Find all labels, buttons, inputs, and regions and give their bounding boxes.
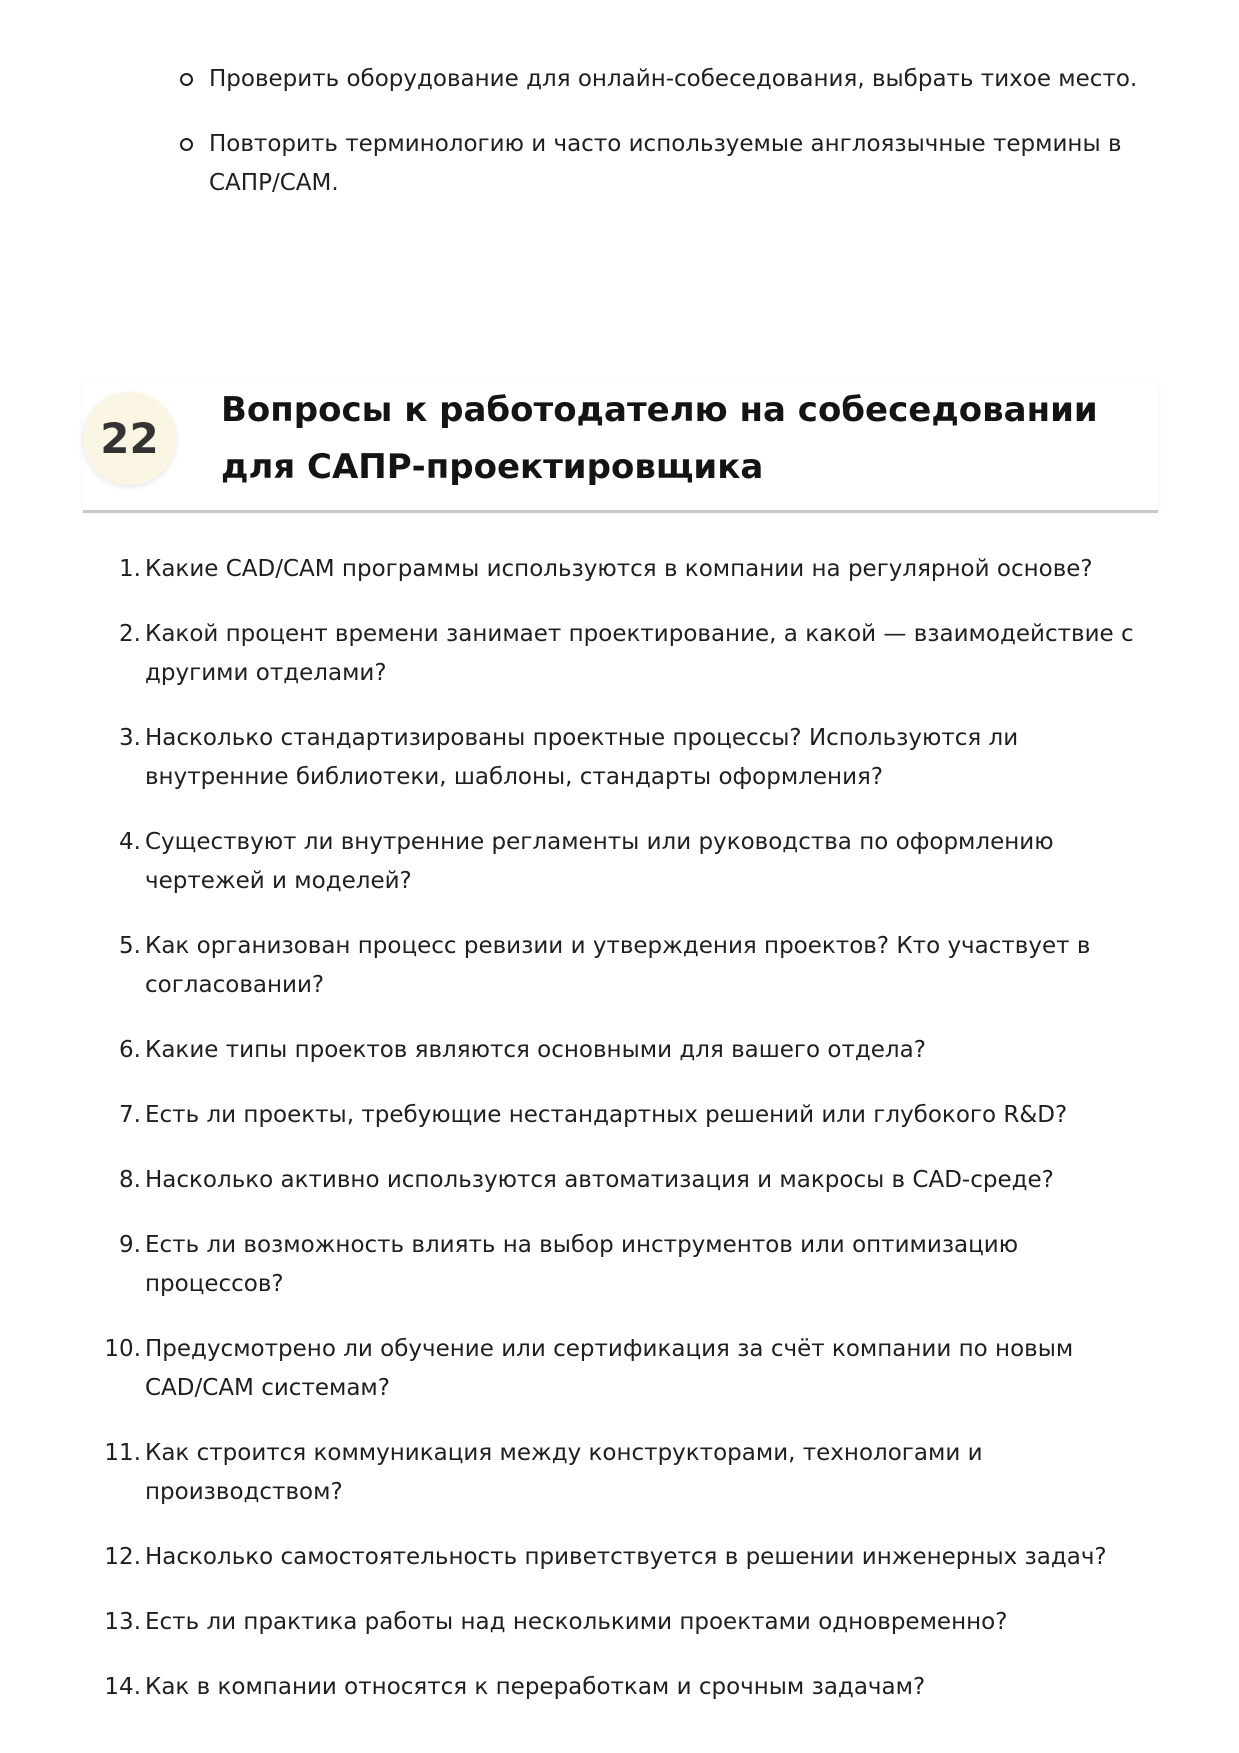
question-item [0,1603,1239,1642]
employer-questions-list [0,550,1239,1733]
question-text: Какие типы проектов являются основными для вашего отдела? [145,1037,926,1063]
question-item [0,1668,1239,1707]
question-text: Насколько активно используются автоматизация и макросы в CAD-среде? [145,1167,1054,1193]
question-text: Существуют ли внутренние регламенты или руководства по оформлению чертежей и моделей? [145,829,1054,894]
question-number: 10. [104,1336,141,1362]
question-number: 14. [104,1674,141,1700]
question-item [0,823,1239,901]
question-number: 12. [104,1544,141,1570]
question-item [0,719,1239,797]
question-number: 13. [104,1609,141,1635]
question-number: 5. [119,933,141,959]
question-number: 1. [119,556,141,582]
question-item [0,1031,1239,1070]
question-text: Насколько самостоятельность приветствуется в решении инженерных задач? [145,1544,1107,1570]
section-title: Вопросы к работодателю на собеседовании для САПР-проектировщика [221,390,1098,487]
circle-bullet-icon [180,73,193,86]
question-number: 2. [119,621,141,647]
question-number: 6. [119,1037,141,1063]
question-item [0,1096,1239,1135]
question-number: 9. [119,1232,141,1258]
question-item [0,1330,1239,1408]
question-item [0,1434,1239,1512]
circle-bullet-icon [180,138,193,151]
question-number: 11. [104,1440,141,1466]
question-text: Какой процент времени занимает проектирование, а какой — взаимодействие с другими отделами? [145,621,1134,686]
section-header [83,380,1158,513]
bullet-item [180,125,1140,203]
question-number: 3. [119,725,141,751]
question-text: Как организован процесс ревизии и утверждения проектов? Кто участвует в согласовании? [145,933,1091,998]
preparation-bullet-list [180,60,1140,229]
question-text: Есть ли возможность влиять на выбор инструментов или оптимизацию процессов? [145,1232,1019,1297]
question-item [0,927,1239,1005]
question-number: 7. [119,1102,141,1128]
question-item [0,550,1239,589]
bullet-text: Повторить терминологию и часто используемые англоязычные термины в САПР/CAM. [209,131,1122,196]
question-text: Какие CAD/CAM программы используются в компании на регулярной основе? [145,556,1093,582]
question-item [0,1538,1239,1577]
question-number: 8. [119,1167,141,1193]
question-item [0,1226,1239,1304]
question-text: Предусмотрено ли обучение или сертификация за счёт компании по новым CAD/CAM системам? [145,1336,1074,1401]
question-text: Есть ли проекты, требующие нестандартных решений или глубокого R&D? [145,1102,1068,1128]
question-item [0,1161,1239,1200]
question-number: 4. [119,829,141,855]
bullet-item [180,60,1140,99]
bullet-text: Проверить оборудование для онлайн-собеседования, выбрать тихое место. [209,66,1138,92]
question-text: Как в компании относятся к переработкам и срочным задачам? [145,1674,926,1700]
section-number-badge: 22 [83,392,176,485]
question-text: Как строится коммуникация между конструкторами, технологами и производством? [145,1440,983,1505]
question-item [0,615,1239,693]
question-text: Насколько стандартизированы проектные процессы? Используются ли внутренние библиотеки, шаблоны, стандарты оформления? [145,725,1019,790]
question-text: Есть ли практика работы над несколькими проектами одновременно? [145,1609,1008,1635]
